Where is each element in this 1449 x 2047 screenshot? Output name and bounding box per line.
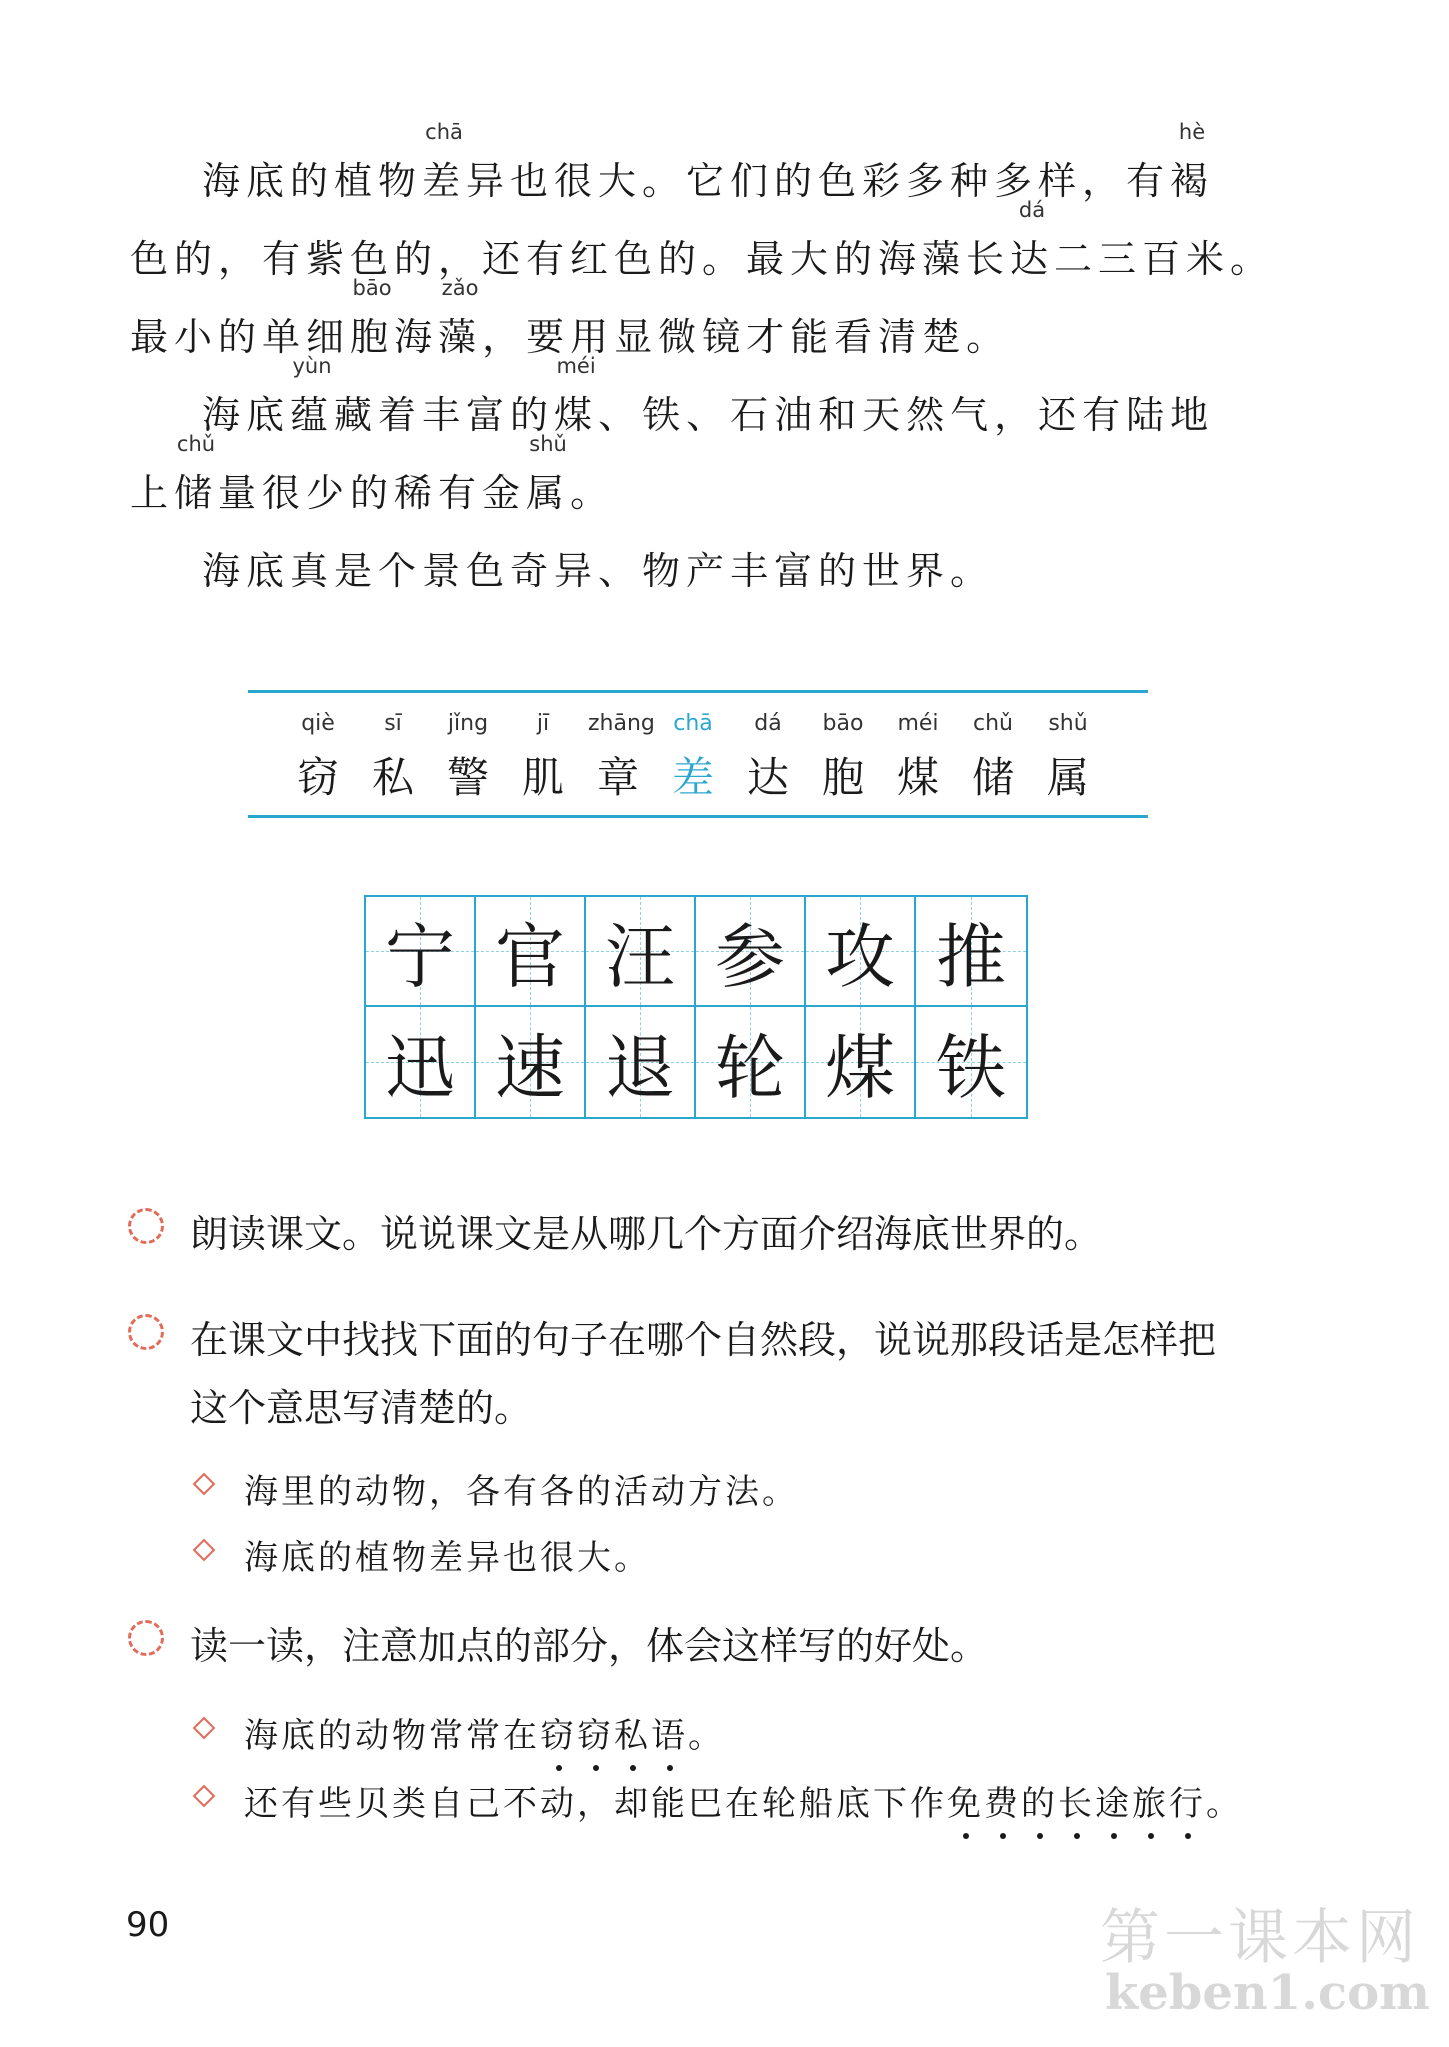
emphasized-char: 的 bbox=[1021, 1776, 1058, 1825]
passage-line bbox=[202, 120, 1215, 203]
pinyin: hè bbox=[1178, 120, 1206, 144]
new-word bbox=[888, 711, 948, 805]
hanzi: 胞 bbox=[821, 753, 864, 802]
sentence-part: 。 bbox=[688, 1716, 725, 1756]
hanzi: 窃 bbox=[296, 753, 339, 802]
pinyin: sī bbox=[384, 711, 402, 736]
text-segment: 。 bbox=[570, 471, 615, 515]
new-word bbox=[1038, 711, 1098, 805]
question-text: 朗读课文。说说课文是从哪几个方面介绍海底世界的。 bbox=[190, 1212, 1103, 1256]
sentence-part: 海底的动物常常在 bbox=[244, 1716, 540, 1756]
text-segment: 藏着丰富的 bbox=[334, 393, 555, 437]
grid-cell bbox=[806, 897, 916, 1007]
write-char: 退 bbox=[605, 1026, 675, 1109]
write-char: 宁 bbox=[385, 915, 455, 998]
passage-line bbox=[202, 354, 1215, 437]
write-char: 官 bbox=[495, 915, 565, 998]
write-char: 铁 bbox=[936, 1026, 1006, 1109]
new-word bbox=[813, 711, 873, 805]
new-word bbox=[663, 711, 723, 805]
grid-cell bbox=[696, 1007, 806, 1117]
new-word bbox=[963, 711, 1023, 805]
pinyin: chā bbox=[673, 711, 713, 736]
diamond-bullet-icon bbox=[193, 1539, 216, 1562]
new-word bbox=[588, 711, 655, 805]
grid-cell bbox=[366, 1007, 476, 1117]
pinyin: chǔ bbox=[176, 432, 216, 456]
pinyin: bāo bbox=[352, 276, 392, 300]
circle-bullet-icon bbox=[128, 1620, 164, 1656]
hanzi: 肌 bbox=[521, 753, 564, 802]
text-segment: 海底的植物 bbox=[202, 159, 423, 203]
write-char: 推 bbox=[936, 915, 1006, 998]
annotated-char: 属 shǔ bbox=[526, 432, 571, 515]
emphasized-char: 私 bbox=[614, 1708, 651, 1757]
hanzi: 章 bbox=[596, 753, 639, 802]
passage-line bbox=[202, 549, 995, 593]
annotated-char: 胞 bāo bbox=[350, 276, 395, 359]
emphasized-char: 旅 bbox=[1132, 1776, 1169, 1825]
grid-row bbox=[366, 1007, 1026, 1117]
new-word bbox=[438, 711, 498, 805]
text-segment: ，要用显微镜才能看清楚。 bbox=[482, 315, 1011, 359]
sentence-part: 还有些贝类自己不动，却能巴在轮船底下作 bbox=[244, 1784, 947, 1824]
write-char: 迅 bbox=[385, 1026, 455, 1109]
diamond-bullet-icon bbox=[193, 1717, 216, 1740]
annotated-char: 达 dá bbox=[1010, 198, 1055, 281]
grid-cell bbox=[476, 897, 586, 1007]
new-word bbox=[288, 711, 348, 805]
passage-line bbox=[130, 198, 1275, 281]
grid-row bbox=[366, 897, 1026, 1007]
hanzi: 差 bbox=[671, 753, 714, 802]
question-text: 在课文中找找下面的句子在哪个自然段，说说那段话是怎样把 bbox=[190, 1318, 1217, 1362]
emphasized-char: 窃 bbox=[577, 1708, 614, 1757]
pinyin: méi bbox=[556, 354, 596, 378]
new-word bbox=[513, 711, 573, 805]
question-text: 这个意思写清楚的。 bbox=[190, 1386, 533, 1430]
circle-bullet-icon bbox=[128, 1314, 164, 1350]
passage-line bbox=[130, 276, 1011, 359]
text-segment: 二三百米。 bbox=[1054, 237, 1275, 281]
pinyin: zhāng bbox=[588, 711, 655, 736]
dotted-phrase bbox=[540, 1716, 688, 1756]
pinyin: qiè bbox=[301, 711, 335, 736]
sentence-text bbox=[244, 1776, 1243, 1825]
passage-line bbox=[130, 432, 615, 515]
hanzi: 警 bbox=[446, 753, 489, 802]
watermark-url: keben1.com bbox=[1105, 1965, 1430, 2021]
grid-cell bbox=[916, 897, 1026, 1007]
emphasized-char: 途 bbox=[1095, 1776, 1132, 1825]
write-char: 煤 bbox=[825, 1026, 895, 1109]
pinyin: méi bbox=[897, 711, 939, 736]
emphasized-char: 窃 bbox=[540, 1708, 577, 1757]
pinyin: chā bbox=[425, 120, 463, 144]
pinyin: jī bbox=[536, 711, 550, 736]
hanzi: 属 bbox=[1046, 753, 1089, 802]
write-char: 速 bbox=[495, 1026, 565, 1109]
pinyin: chǔ bbox=[973, 711, 1013, 736]
grid-cell bbox=[366, 897, 476, 1007]
text-segment: 量很少的稀有金 bbox=[218, 471, 527, 515]
circle-bullet-icon bbox=[128, 1208, 164, 1244]
new-word bbox=[363, 711, 423, 805]
page-number: 90 bbox=[126, 1905, 170, 1945]
write-char: 攻 bbox=[825, 915, 895, 998]
hanzi: 达 bbox=[746, 753, 789, 802]
emphasized-char: 免 bbox=[947, 1776, 984, 1825]
annotated-char: 储 chǔ bbox=[174, 432, 219, 515]
text-segment: 最小的单细 bbox=[130, 315, 351, 359]
pinyin: zǎo bbox=[441, 276, 479, 300]
annotated-char: 蕴 yùn bbox=[290, 354, 335, 437]
annotated-char: 煤 méi bbox=[554, 354, 599, 437]
pinyin: yùn bbox=[292, 354, 332, 378]
question-text: 读一读，注意加点的部分，体会这样写的好处。 bbox=[190, 1624, 989, 1668]
emphasized-char: 语 bbox=[651, 1708, 688, 1757]
text-segment: 色的，有紫色的，还有红色的。最大的海藻长 bbox=[130, 237, 1011, 281]
text-segment: 异也很大。它们的色彩多种多样，有 bbox=[466, 159, 1171, 203]
sentence-text: 海底的植物差异也很大。 bbox=[244, 1538, 651, 1578]
sentence-text: 海里的动物，各有各的活动方法。 bbox=[244, 1472, 799, 1512]
text-segment: 海底 bbox=[202, 393, 291, 437]
grid-cell bbox=[806, 1007, 916, 1117]
grid-cell bbox=[586, 1007, 696, 1117]
pinyin: jǐng bbox=[447, 711, 489, 736]
pinyin: dá bbox=[1018, 198, 1046, 222]
new-word bbox=[738, 711, 798, 805]
write-char: 参 bbox=[715, 915, 785, 998]
grid-cell bbox=[916, 1007, 1026, 1117]
watermark: 第一课本网 bbox=[1100, 1903, 1420, 1973]
text-segment: 海 bbox=[394, 315, 439, 359]
diamond-bullet-icon bbox=[193, 1785, 216, 1808]
pinyin: dá bbox=[754, 711, 782, 736]
write-char: 汪 bbox=[605, 915, 675, 998]
writing-grid bbox=[364, 895, 1028, 1119]
pinyin: bāo bbox=[822, 711, 864, 736]
diamond-bullet-icon bbox=[193, 1473, 216, 1496]
pinyin: shǔ bbox=[529, 432, 567, 456]
annotated-char: 藻 zǎo bbox=[438, 276, 483, 359]
text-segment: 、铁、石油和天然气，还有陆地 bbox=[598, 393, 1215, 437]
emphasized-char: 费 bbox=[984, 1776, 1021, 1825]
hanzi: 私 bbox=[371, 753, 414, 802]
dotted-phrase bbox=[947, 1784, 1206, 1824]
text-segment: 海底真是个景色奇异、物产丰富的世界。 bbox=[202, 549, 995, 593]
write-char: 轮 bbox=[715, 1026, 785, 1109]
annotated-char: 差 chā bbox=[422, 120, 467, 203]
grid-cell bbox=[476, 1007, 586, 1117]
pinyin: shǔ bbox=[1048, 711, 1088, 736]
sentence-text bbox=[244, 1708, 725, 1757]
sentence-part: 。 bbox=[1206, 1784, 1243, 1824]
grid-cell bbox=[696, 897, 806, 1007]
emphasized-char: 长 bbox=[1058, 1776, 1095, 1825]
text-segment: 上 bbox=[130, 471, 175, 515]
annotated-char: 褐 hè bbox=[1170, 120, 1215, 203]
emphasized-char: 行 bbox=[1169, 1776, 1206, 1825]
hanzi: 储 bbox=[971, 753, 1014, 802]
grid-cell bbox=[586, 897, 696, 1007]
hanzi: 煤 bbox=[896, 753, 939, 802]
new-words-box bbox=[248, 690, 1148, 818]
